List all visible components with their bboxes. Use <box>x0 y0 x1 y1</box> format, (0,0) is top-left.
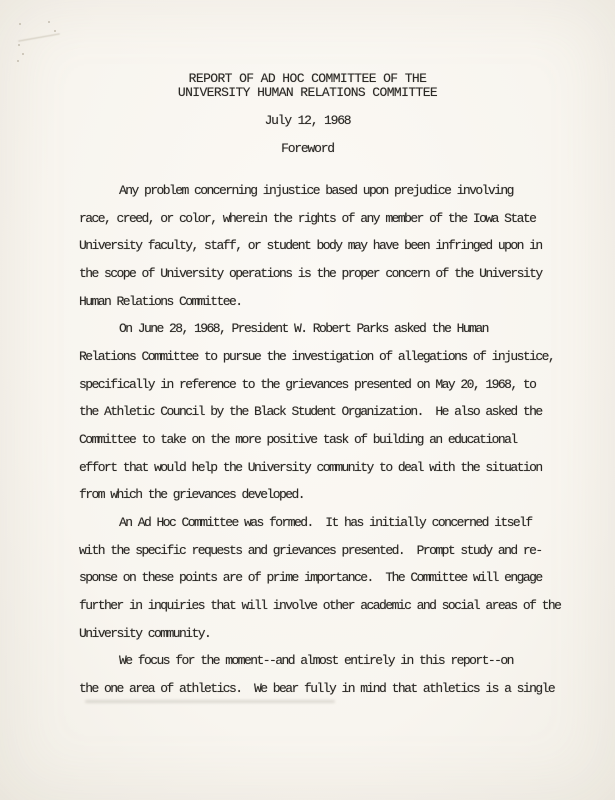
paragraph-1-line-4: the scope of University operations is the proper concern of the University <box>79 265 542 281</box>
paragraph-1-line-5: Human Relations Committee. <box>79 293 242 309</box>
paragraph-3-line-1: An Ad Hoc Committee was formed. It has initially concerned itself <box>119 514 532 530</box>
document-body <box>79 177 589 702</box>
paragraph-1-line-3: University faculty, staff, or student body may have been infringed upon in <box>79 238 542 254</box>
speck-artifact <box>17 60 19 62</box>
paragraph-3-line-2: with the specific requests and grievances presented. Prompt study and re- <box>79 542 542 558</box>
paragraph-4-line-1: We focus for the moment--and almost entirely in this report--on <box>119 653 513 669</box>
paragraph-1-line-1: Any problem concerning injustice based upon prejudice involving <box>119 183 513 198</box>
report-date: July 12, 1968 <box>264 113 351 128</box>
paragraph-4-line-2: the one area of athletics. We bear fully in mind that athletics is a single <box>79 680 555 696</box>
paragraph-2 <box>79 315 589 509</box>
paragraph-3 <box>79 509 589 647</box>
speck-artifact <box>18 44 20 46</box>
paragraph-2-line-4: the Athletic Council by the Black Student Organization. He also asked the <box>79 404 542 420</box>
paragraph-2-line-6: effort that would help the University community to deal with the situation <box>79 459 542 475</box>
paragraph-2-line-5: Committee to take on the more positive task of building an educational <box>79 431 517 447</box>
report-title-line-2: UNIVERSITY HUMAN RELATIONS COMMITTEE <box>177 85 438 100</box>
speck-artifact <box>22 53 24 55</box>
paragraph-1-line-2: race, creed, or color, wherein the rights of any member of the Iowa State <box>79 210 536 226</box>
paragraph-2-line-7: from which the grievances developed. <box>79 487 305 503</box>
paragraph-2-line-3: specifically in reference to the grievances presented on May 20, 1968, to <box>79 376 536 392</box>
speck-artifact <box>19 23 21 25</box>
paragraph-2-line-1: On June 28, 1968, President W. Robert Parks asked the Human <box>119 321 488 337</box>
pencil-mark-artifact <box>18 33 60 41</box>
section-heading-foreword: Foreword <box>281 141 334 156</box>
paragraph-2-line-2: Relations Committee to pursue the investigation of allegations of injustice, <box>79 348 555 364</box>
paragraph-1 <box>79 177 589 315</box>
paragraph-4 <box>79 647 589 702</box>
report-title-line-1: REPORT OF AD HOC COMMITTEE OF THE <box>188 71 427 86</box>
paragraph-3-line-5: University community. <box>79 625 211 641</box>
paragraph-3-line-3: sponse on these points are of prime importance. The Committee will engage <box>79 570 542 586</box>
speck-artifact <box>48 21 50 23</box>
speck-artifact <box>54 30 56 32</box>
paragraph-3-line-4: further in inquiries that will involve other academic and social areas of the <box>79 597 561 613</box>
document-header <box>0 72 615 100</box>
